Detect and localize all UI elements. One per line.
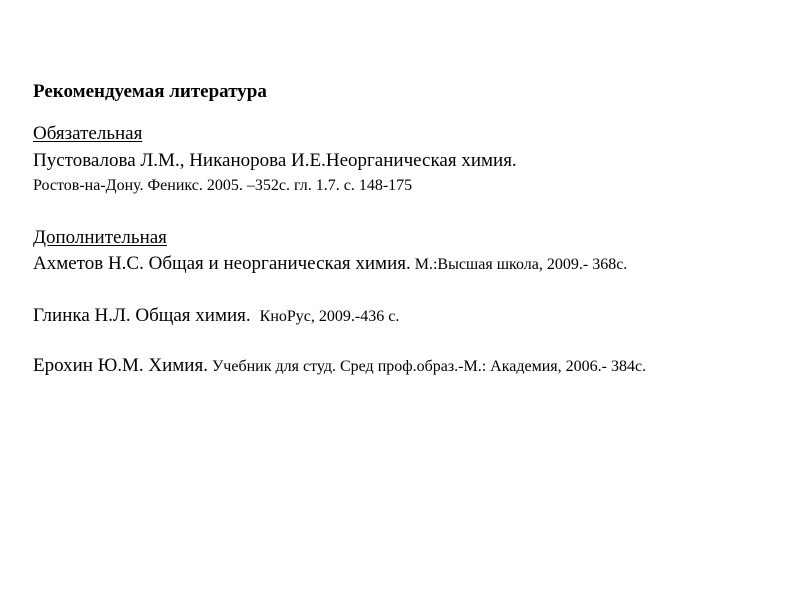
required-section-title: Обязательная	[33, 123, 143, 144]
additional-entry-1	[33, 253, 627, 275]
additional-entry-2	[33, 305, 399, 327]
additional-entry-3-publication: Учебник для студ. Сред проф.образ.-М.: Академия, 2006.- 384с.	[211, 358, 647, 375]
additional-entry-1-publication: М.:Высшая школа, 2009.- 368с.	[414, 256, 628, 273]
additional-entry-3	[33, 355, 646, 377]
required-entry-1-main: Пустовалова Л.М., Никанорова И.Е.Неорганическая химия.	[33, 150, 517, 171]
additional-entry-3-main: Ерохин Ю.М. Химия.	[33, 355, 208, 376]
additional-entry-2-publication: КноРус, 2009.-436 с.	[259, 308, 400, 325]
additional-entry-1-main: Ахметов Н.С. Общая и неорганическая химия.	[33, 253, 411, 274]
additional-entry-2-main: Глинка Н.Л. Общая химия.	[33, 305, 251, 326]
required-entry-1-publication: Ростов-на-Дону. Феникс. 2005. –352с. гл. 1.7. с. 148-175	[33, 177, 413, 194]
page-title: Рекомендуемая литература	[33, 81, 267, 102]
additional-section-title: Дополнительная	[33, 227, 167, 248]
